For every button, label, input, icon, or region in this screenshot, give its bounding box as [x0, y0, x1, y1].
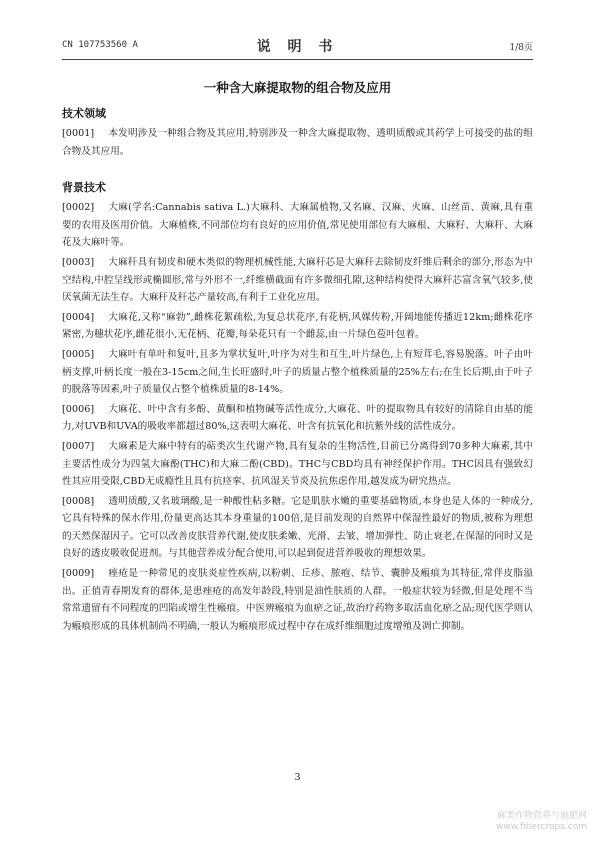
paragraph-0006 — [62, 401, 533, 436]
paragraph-0007 — [62, 438, 533, 491]
header-divider — [62, 59, 533, 60]
section-title: 说 明 书 — [256, 39, 339, 55]
paragraph-number: [0001] — [62, 128, 95, 139]
page-header — [62, 36, 533, 56]
watermark — [496, 811, 587, 833]
paragraph-text: 痤疮是一种常见的皮肤炎症性疾病,以粉刺、丘疹、脓疱、结节、囊肿及瘢痕为其特征,常伴皮脂溢出。正值青春期发育的群体,是患痤疮的高发年龄段,特别是油性肤质的人群。一般症状较为轻微,但是处理不当常常遗留有不同程度的凹陷或增生性瘢痕。中医辨瘢痕为血瘀之证,故治疗药物多取活血化瘀之品;现代医学则认为瘢痕形成的具体机制尚不明确,一般认为瘢痕形成过程中存在成纤维细胞过度增殖及凋亡抑制。 — [62, 568, 533, 632]
paragraph-0005 — [62, 346, 533, 399]
heading-technical-field: 技术领域 — [62, 107, 106, 120]
paragraph-text: 大麻花、叶中含有多酚、黄酮和植物碱等活性成分,大麻花、叶的提取物具有较好的清除自由基的能力,对UVB和UVA的吸收率都超过80%,这表明大麻花、叶含有抗氧化和抗紫外线的活性成分。 — [62, 403, 533, 433]
paragraph-number: [0004] — [62, 311, 95, 323]
heading-background: 背景技术 — [62, 181, 106, 195]
paragraph-text: 本发明涉及一种组合物及其应用,特别涉及一种含大麻提取物、透明质酸或其药学上可接受的盐的组合物及其应用。 — [62, 128, 533, 157]
paragraph-number: [0006] — [62, 403, 95, 415]
paragraph-number: [0007] — [62, 440, 95, 452]
paragraph-number: [0003] — [62, 256, 95, 268]
paragraph-text: 大麻(学名:Cannabis sativa L.)大麻科、大麻属植物,又名麻、汉麻、火麻、山丝苗、黄麻,具有重要的农用及医用价值。大麻植株,不同部位均有良好的应用价值,常见使用部位有大麻根、大麻籽、大麻秆、大麻花及大麻叶等。 — [62, 202, 533, 249]
document-title: 一种含大麻提取物的组合物及应用 — [203, 80, 392, 95]
paragraph-0003 — [62, 254, 533, 307]
page-count: 1/8页 — [509, 43, 533, 53]
paragraph-0009 — [62, 565, 533, 635]
watermark-title: 麻类作物营养与施肥网 — [496, 811, 587, 821]
paragraph-text: 大麻素是大麻中特有的萜类次生代谢产物,具有复杂的生物活性,目前已分离得到70多种大麻素,其中主要活性成分为四氢大麻酚(THC)和大麻二酚(CBD)。THC与CBD均具有神经保护作用。THC因具有强致幻性其应用受限,CBD无成瘾性且具有抗痉挛、抗风湿关节炎及抗焦虑作用,越发成为研究热点。 — [62, 440, 533, 488]
paragraph-text: 大麻秆具有韧皮和硬木类似的物理机械性能,大麻秆芯是大麻秆去除韧皮纤维后剩余的部分,形态为中空结构,中腔呈线形或椭圆形,常与外形不一,纤维横截面有许多微细孔隙,这种结构使得大麻秆芯富含氧气较多,使厌氧菌无法生存。大麻秆及秆芯产量较高,有利于工业化应用。 — [62, 256, 533, 304]
paragraph-number: [0009] — [62, 568, 95, 580]
paragraph-number: [0008] — [62, 495, 95, 507]
paragraph-number: [0005] — [62, 348, 95, 360]
paragraph-0008 — [62, 493, 533, 563]
paragraph-number: [0002] — [62, 202, 95, 214]
paragraph-0004 — [62, 309, 533, 344]
page-number: 3 — [294, 772, 301, 783]
paragraph-0002 — [62, 199, 533, 252]
paragraph-0001 — [62, 125, 533, 160]
paragraph-text: 透明质酸,又名玻璃酸,是一种酸性粘多糖。它是肌肤水嫩的重要基础物质,本身也是人体的一种成分,它具有特殊的保水作用,份量更高达其本身重量的100倍,是目前发现的自然界中保湿性最好的物质,被称为理想的天然保湿因子。它可以改善皮肤营养代谢,使皮肤柔嫩、光滑、去皱、增加弹性、防止衰老,在保湿的同时又是良好的透皮吸收促进剂。与其他营养成分配合使用,可以起到促进营养吸收的理想效果。 — [62, 495, 533, 560]
paragraph-text: 大麻花,又称“麻勃”,雌株花絮疏松,为复总状花序,有花柄,风媒传粉,开阔地能传播近12km;雌株花序紧密,为穗状花序,雌花很小,无花柄、花瓣,每朵花只有一个雌蕊,由一片绿色苞叶包着。 — [62, 311, 533, 341]
paragraph-text: 大麻叶有单叶和复叶,且多为掌状复叶,叶序为对生和互生,叶片绿色,上有短茸毛,容易脱落。叶子由叶柄支撑,叶柄长度一般在3-15cm之间,生长旺盛时,叶子的质量占整个植株质量的25%左右;在生长后期,由于叶子的脱落等因素,叶子质量仅占整个植株质量的8-14%。 — [62, 348, 533, 396]
watermark-url: www.fibercrops.com — [496, 822, 587, 832]
publication-number: CN 107753560 A — [62, 40, 138, 50]
document-body — [62, 106, 533, 637]
